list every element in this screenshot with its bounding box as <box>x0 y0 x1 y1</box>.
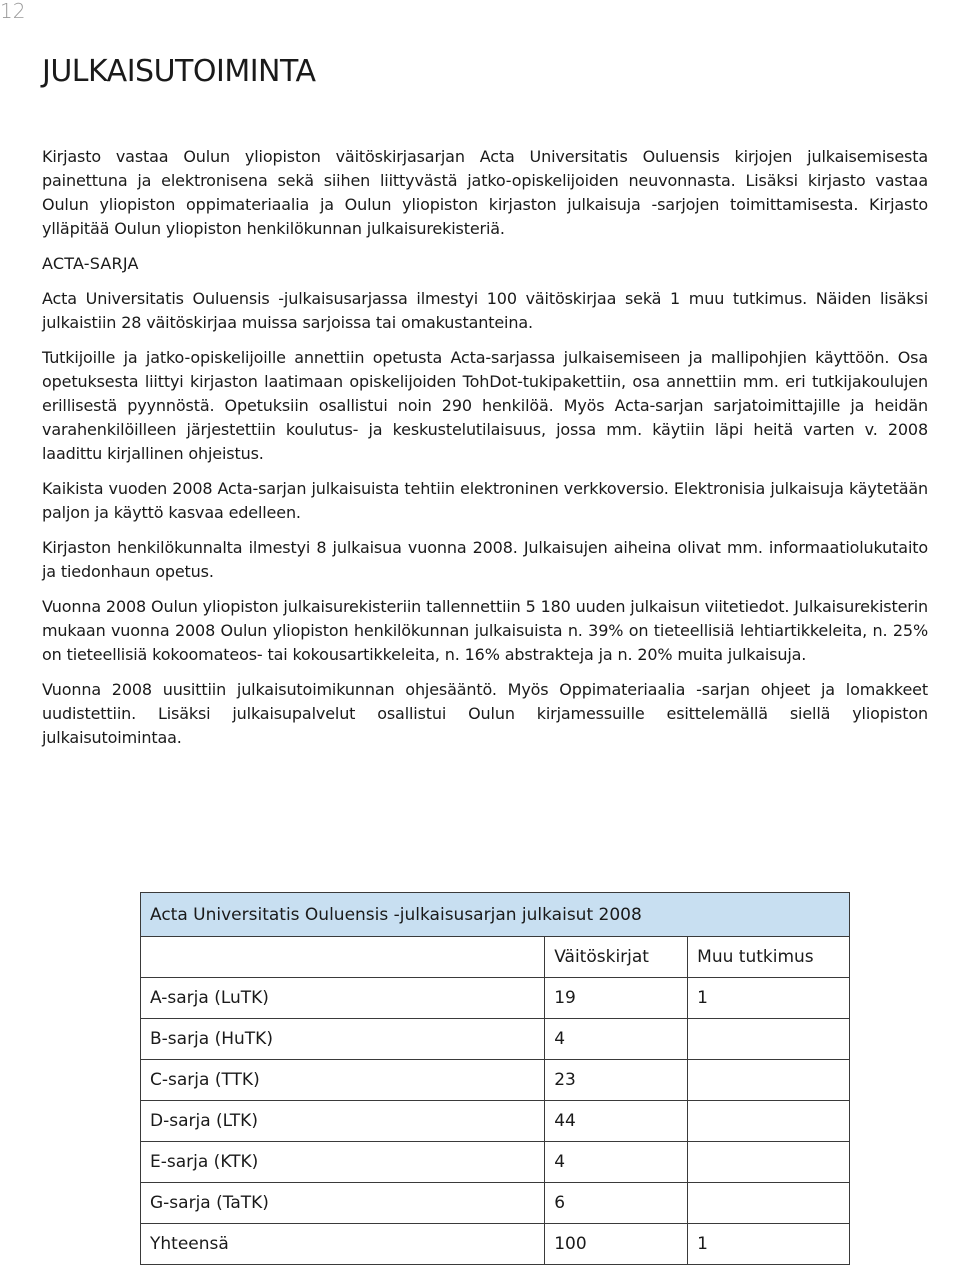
acta-publications-table <box>140 892 850 1265</box>
main-content <box>42 145 928 761</box>
table-header-cell: Väitöskirjat <box>545 937 688 978</box>
page-title: JULKAISUTOIMINTA <box>42 54 316 89</box>
table-cell <box>688 1060 850 1101</box>
table-row <box>141 1060 850 1101</box>
table-cell <box>688 1142 850 1183</box>
table-cell: 6 <box>545 1183 688 1224</box>
table-cell: 1 <box>688 1224 850 1265</box>
table-cell: G-sarja (TaTK) <box>141 1183 545 1224</box>
table-row <box>141 1142 850 1183</box>
table-cell: 19 <box>545 978 688 1019</box>
table-cell: B-sarja (HuTK) <box>141 1019 545 1060</box>
paragraph-staff-publications: Kirjaston henkilökunnalta ilmestyi 8 julkaisua vuonna 2008. Julkaisujen aiheina olivat mm. informaatiolukutaito ja tiedonhaun opetus. <box>42 538 928 581</box>
table-cell <box>688 1019 850 1060</box>
table-cell <box>688 1183 850 1224</box>
table-cell: 4 <box>545 1142 688 1183</box>
paragraph-committee-rules: Vuonna 2008 uusittiin julkaisutoimikunnan ohjesääntö. Myös Oppimateriaalia -sarjan ohjeet ja lomakkeet uudistettiin. Lisäksi julkaisupalvelut osallistui Oulun kirjamessuille esittelemällä siellä yliopiston julkaisutoimintaa. <box>42 680 928 747</box>
table-cell: 4 <box>545 1019 688 1060</box>
table-cell: 100 <box>545 1224 688 1265</box>
table-header-cell <box>141 937 545 978</box>
table-caption: Acta Universitatis Ouluensis -julkaisusarjan julkaisut 2008 <box>141 893 850 937</box>
section-heading-acta-sarja: ACTA-SARJA <box>42 254 139 273</box>
table-cell: 1 <box>688 978 850 1019</box>
table-cell: 44 <box>545 1101 688 1142</box>
paragraph-electronic-versions: Kaikista vuoden 2008 Acta-sarjan julkaisuista tehtiin elektroninen verkkoversio. Elektronisia julkaisuja käytetään paljon ja käyttö kasvaa edelleen. <box>42 479 928 522</box>
table-caption-row <box>141 893 850 937</box>
table-row-total <box>141 1224 850 1265</box>
table-cell <box>688 1101 850 1142</box>
table-header-cell: Muu tutkimus <box>688 937 850 978</box>
page-number: 12 <box>0 0 26 23</box>
table-row <box>141 1101 850 1142</box>
table-cell: C-sarja (TTK) <box>141 1060 545 1101</box>
table-cell: D-sarja (LTK) <box>141 1101 545 1142</box>
table-row <box>141 1019 850 1060</box>
paragraph-publication-register: Vuonna 2008 Oulun yliopiston julkaisurekisteriin tallennettiin 5 180 uuden julkaisun viitetiedot. Julkaisurekisterin mukaan vuonna 2008 Oulun yliopiston henkilökunnan julkaisuista n. 39% on tieteellisiä lehtiartikkeleita, n. 25% on tieteellisiä kokoomateos- tai kokousartikkeleita, n. 16% abstrakteja ja n. 20% muita julkaisuja. <box>42 597 928 664</box>
table-cell: A-sarja (LuTK) <box>141 978 545 1019</box>
table-cell: E-sarja (KTK) <box>141 1142 545 1183</box>
table-row <box>141 1183 850 1224</box>
table-cell: Yhteensä <box>141 1224 545 1265</box>
paragraph-acta-publications: Acta Universitatis Ouluensis -julkaisusarjassa ilmestyi 100 väitöskirjaa sekä 1 muu tutkimus. Näiden lisäksi julkaistiin 28 väitöskirjaa muissa sarjoissa tai omakustanteina. <box>42 289 928 332</box>
table-header-row <box>141 937 850 978</box>
table-cell: 23 <box>545 1060 688 1101</box>
paragraph-teaching: Tutkijoille ja jatko-opiskelijoille annettiin opetusta Acta-sarjassa julkaisemiseen ja mallipohjien käyttöön. Osa opetuksesta liittyi kirjaston laatimaan opiskelijoiden TohDot-tukipakettiin, osa annettiin mm. eri tutkijakoulujen erillisestä pyynnöstä. Opetuksiin osallistui noin 290 henkilöä. Myös Acta-sarjan sarjatoimittajille ja heidän varahenkilöilleen järjestettiin koulutus- ja keskustelutilaisuus, jossa mm. käytiin läpi heitä varten v. 2008 laadittu kirjallinen ohjeistus. <box>42 348 928 463</box>
table-row <box>141 978 850 1019</box>
intro-paragraph: Kirjasto vastaa Oulun yliopiston väitöskirjasarjan Acta Universitatis Ouluensis kirjojen julkaisemisesta painettuna ja elektronisena sekä siihen liittyvästä jatko-opiskelijoiden neuvonnasta. Lisäksi kirjasto vastaa Oulun yliopiston oppimateriaalia ja Oulun yliopiston kirjaston julkaisuja -sarjojen toimittamisesta. Kirjasto ylläpitää Oulun yliopiston henkilökunnan julkaisurekisteriä. <box>42 147 928 238</box>
